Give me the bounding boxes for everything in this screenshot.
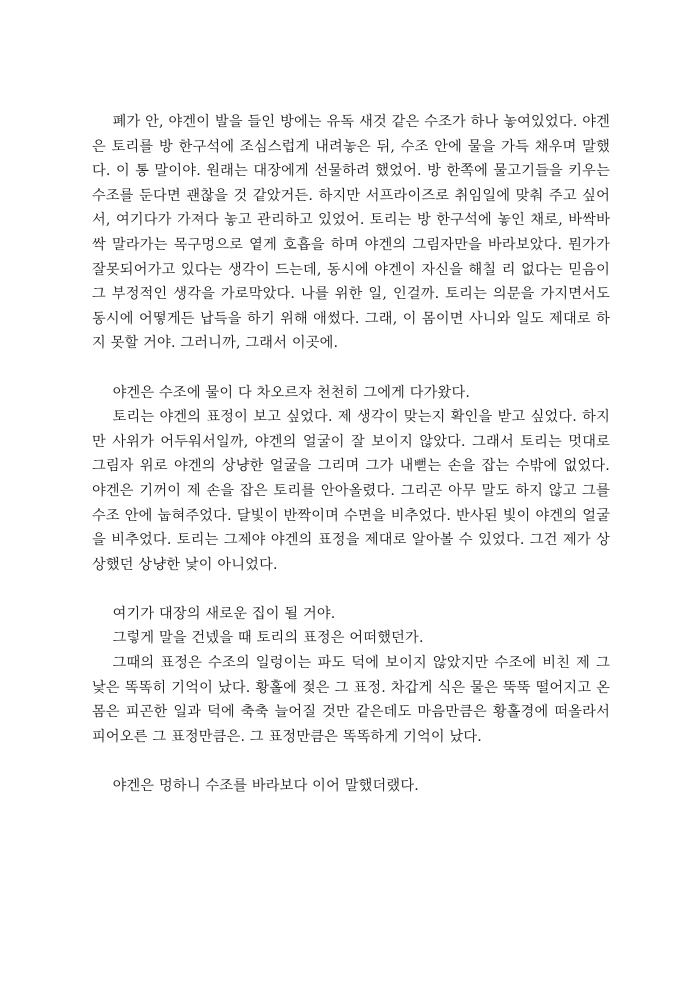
document-body: [92, 110, 610, 799]
paragraph: 야겐은 멍하니 수조를 바라보다 이어 말했더랬다.: [112, 778, 419, 795]
paragraph: 여기가 대장의 새로운 집이 될 거야.: [112, 605, 336, 622]
paragraph-spacer: [92, 356, 610, 381]
paragraph: 야겐은 수조에 물이 다 차오르자 천천히 그에게 다가왔다.: [112, 384, 471, 401]
paragraph-spacer: [92, 749, 610, 774]
paragraph: 토리는 야겐의 표정이 보고 싶었다. 제 생각이 맞는지 확인을 받고 싶었다. 하지만 사위가 어두워서일까, 야겐의 얼굴이 잘 보이지 않았다. 그래서 토리는 멋대로 그림자 위로 야겐의 상냥한 얼굴을 그리며 그가 내뻗는 손을 잡는 수밖에 없었다. 야겐은 기꺼이 제 손을 잡은 토리를 안아올렸다. 그리곤 아무 말도 하지 않고 그를 수조 안에 눕혀주었다. 달빛이 반짝이며 수면을 비추었다. 반사된 빛이 야겐의 얼굴을 비추었다. 토리는 그제야 야겐의 표정을 제대로 알아볼 수 있었다. 그건 제가 상상했던 상냥한 낯이 아니었다.: [92, 409, 610, 573]
paragraph: 폐가 안, 야겐이 발을 들인 방에는 유독 새것 같은 수조가 하나 놓여있었다. 야겐은 토리를 방 한구석에 조심스럽게 내려놓은 뒤, 수조 안에 물을 가득 채우며 말했다. 이 통 말이야. 원래는 대장에게 선물하려 했었어. 방 한쪽에 물고기들을 키우는 수조를 둔다면 괜찮을 것 같았거든. 하지만 서프라이즈로 취임일에 맞춰 주고 싶어서, 여기다가 가져다 놓고 관리하고 있었어. 토리는 방 한구석에 놓인 채로, 바싹바싹 말라가는 목구멍으로 옅게 호흡을 하며 야겐의 그림자만을 바라보았다. 뭔가가 잘못되어가고 있다는 생각이 드는데, 동시에 야겐이 자신을 해칠 리 없다는 믿음이 그 부정적인 생각을 가로막았다. 나를 위한 일, 인걸까. 토리는 의문을 가지면서도 동시에 어떻게든 납득을 하기 위해 애썼다. 그래, 이 몸이면 사니와 일도 제대로 하지 못할 거야. 그러니까, 그래서 이곳에.: [92, 114, 610, 352]
paragraph: 그때의 표정은 수조의 일렁이는 파도 덕에 보이지 않았지만 수조에 비친 제 그 낯은 똑똑히 기억이 났다. 황홀에 젖은 그 표정. 차갑게 식은 물은 뚝뚝 떨어지고 온몸은 피곤한 일과 덕에 축축 늘어질 것만 같은데도 마음만큼은 황홀경에 떠올라서 피어오른 그 표정만큼은. 그 표정만큼은 똑똑하게 기억이 났다.: [92, 655, 610, 745]
paragraph: 그렇게 말을 건넸을 때 토리의 표정은 어떠했던가.: [112, 630, 424, 647]
paragraph-spacer: [92, 577, 610, 602]
